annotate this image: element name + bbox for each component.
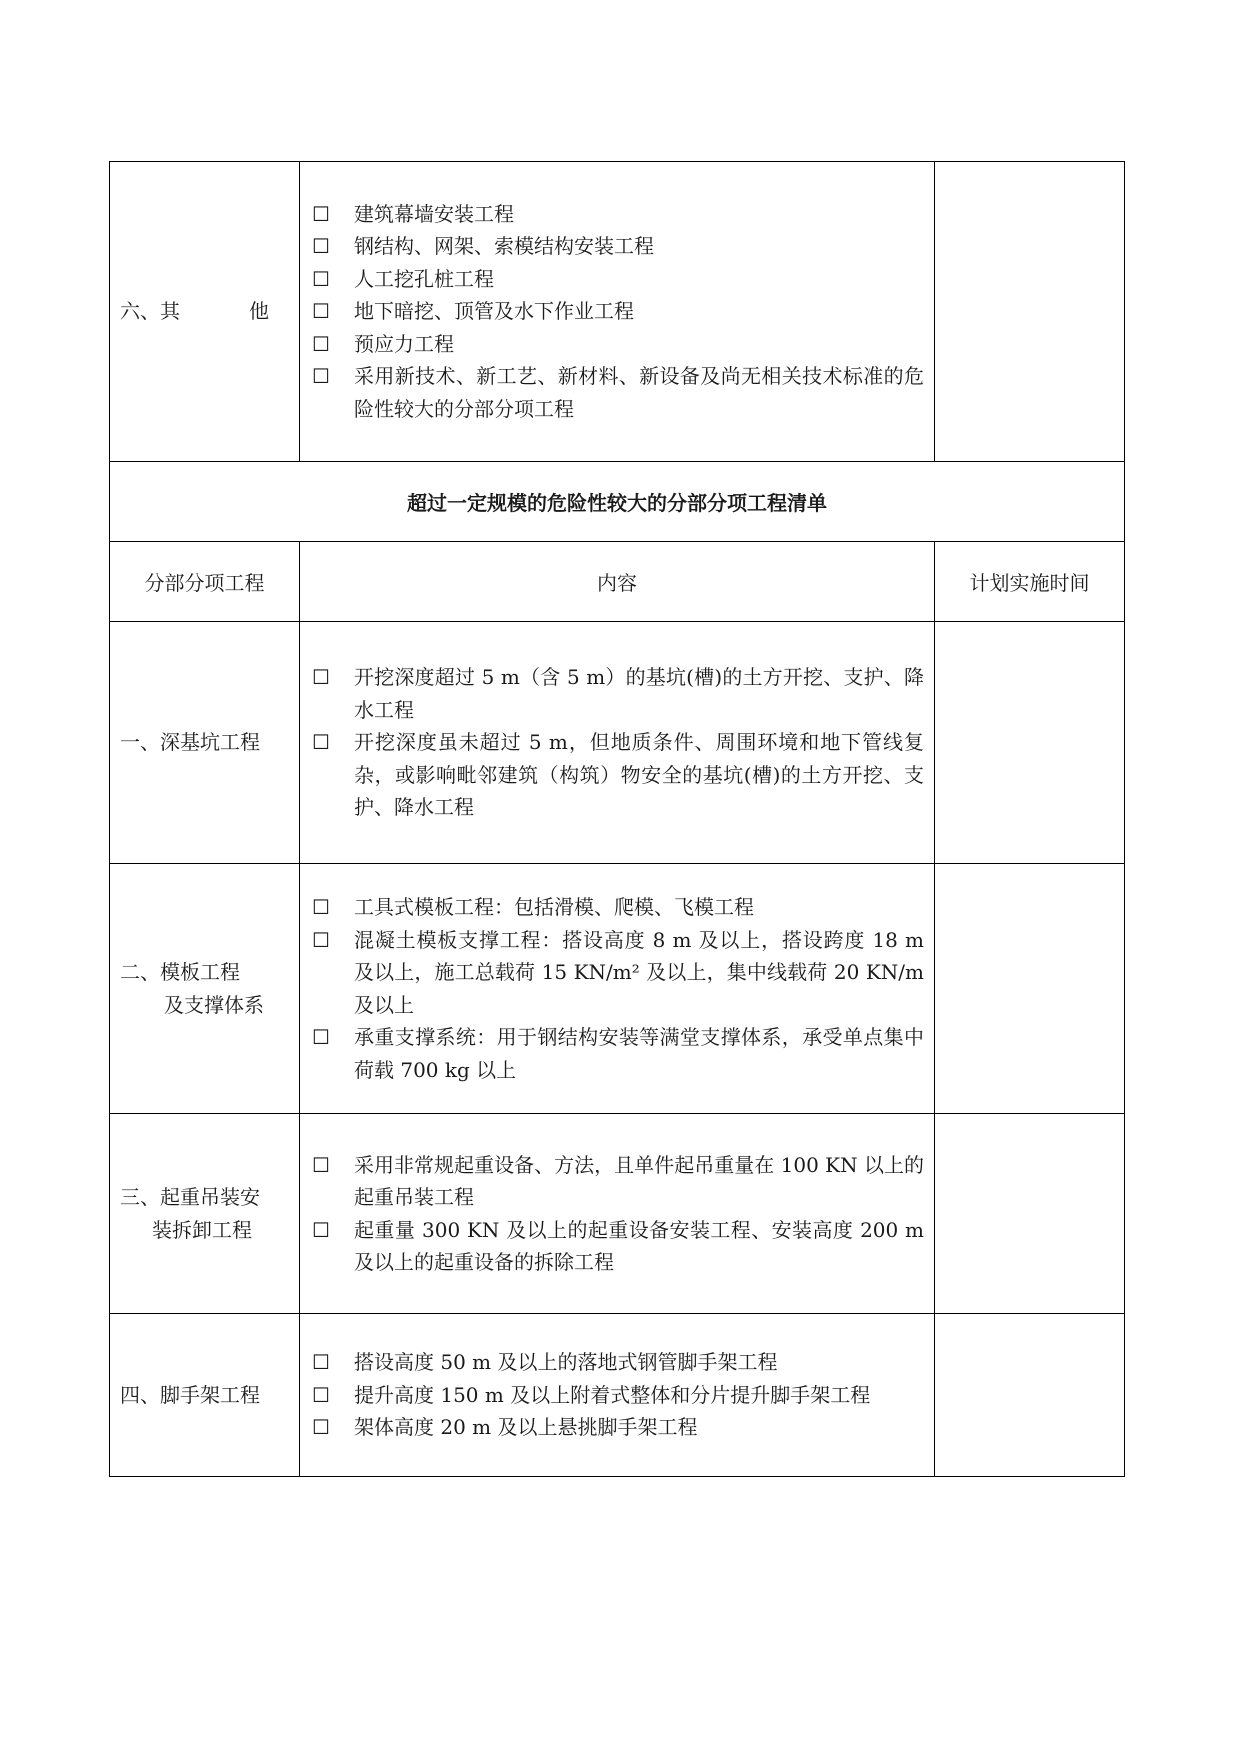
checkbox-icon[interactable]: ☐ (312, 1382, 330, 1407)
list-item: ☐ 人工挖孔桩工程 (312, 263, 924, 296)
checkbox-icon[interactable]: ☐ (312, 665, 330, 690)
checkbox-icon[interactable]: ☐ (312, 927, 330, 952)
checkbox-icon[interactable]: ☐ (312, 364, 330, 389)
category-label: 二、模板工程 (120, 959, 240, 984)
table-row (110, 1114, 1125, 1314)
section-title-row (110, 462, 1125, 542)
list-item: ☐ 建筑幕墙安装工程 (312, 198, 924, 231)
checkbox-icon[interactable]: ☐ (312, 895, 330, 919)
schedule-cell[interactable] (935, 1314, 1125, 1477)
list-item: ☐ 提升高度 150 m 及以上附着式整体和分片提升脚手架工程 (312, 1379, 924, 1412)
schedule-cell[interactable] (935, 1114, 1125, 1314)
list-item: ☐ 钢结构、网架、索模结构安装工程 (312, 230, 924, 263)
category-cell (110, 1314, 300, 1477)
schedule-cell[interactable] (935, 864, 1125, 1114)
category-label: 六、其 (120, 299, 180, 323)
checkbox-icon[interactable]: ☐ (312, 1152, 330, 1177)
list-item: ☐ 工具式模板工程：包括滑模、爬模、飞模工程 (312, 891, 924, 924)
list-item: ☐ 搭设高度 50 m 及以上的落地式钢管脚手架工程 (312, 1346, 924, 1379)
table-row (110, 622, 1125, 864)
section-title: 超过一定规模的危险性较大的分部分项工程清单 (110, 462, 1125, 542)
list-item: ☐ 预应力工程 (312, 328, 924, 361)
category-cell (110, 1114, 300, 1314)
content-cell (300, 864, 935, 1114)
checkbox-icon[interactable]: ☐ (312, 730, 330, 755)
column-header-category: 分部分项工程 (110, 542, 300, 622)
engineering-list-table (109, 161, 1125, 1477)
list-item: ☐ 开挖深度虽未超过 5 m，但地质条件、周围环境和地下管线复杂，或影响毗邻建筑（构筑）物安全的基坑(槽)的土方开挖、支护、降水工程 (312, 726, 924, 824)
category-label-line2: 及支撑体系 (164, 992, 264, 1017)
checkbox-icon[interactable]: ☐ (312, 331, 330, 356)
list-item: ☐ 采用非常规起重设备、方法，且单件起吊重量在 100 KN 以上的起重吊装工程 (312, 1149, 924, 1214)
checkbox-icon[interactable]: ☐ (312, 266, 330, 291)
list-item: ☐ 架体高度 20 m 及以上悬挑脚手架工程 (312, 1411, 924, 1444)
column-header-content: 内容 (300, 542, 935, 622)
list-item: ☐ 承重支撑系统：用于钢结构安装等满堂支撑体系，承受单点集中荷载 700 kg 以上 (312, 1021, 924, 1086)
column-header-schedule: 计划实施时间 (935, 542, 1125, 622)
table-row (110, 1314, 1125, 1477)
category-label-right: 他 (249, 299, 269, 323)
list-item: ☐ 混凝土模板支撑工程：搭设高度 8 m 及以上，搭设跨度 18 m 及以上，施工总载荷 15 KN/m² 及以上，集中线载荷 20 KN/m 及以上 (312, 924, 924, 1022)
category-label: 一、深基坑工程 (120, 730, 260, 754)
table-row-other (110, 162, 1125, 462)
checkbox-icon[interactable]: ☐ (312, 1350, 330, 1375)
schedule-cell[interactable] (935, 162, 1125, 462)
content-cell (300, 162, 935, 462)
category-cell (110, 864, 300, 1114)
category-label: 四、脚手架工程 (120, 1382, 260, 1407)
checkbox-icon[interactable]: ☐ (312, 1025, 330, 1049)
category-cell (110, 162, 300, 462)
list-item: ☐ 开挖深度超过 5 m（含 5 m）的基坑(槽)的土方开挖、支护、降水工程 (312, 661, 924, 726)
list-item: ☐ 地下暗挖、顶管及水下作业工程 (312, 295, 924, 328)
header-row (110, 542, 1125, 622)
list-item: ☐ 起重量 300 KN 及以上的起重设备安装工程、安装高度 200 m 及以上的起重设备的拆除工程 (312, 1214, 924, 1279)
category-cell (110, 622, 300, 864)
checkbox-icon[interactable]: ☐ (312, 299, 330, 324)
checkbox-icon[interactable]: ☐ (312, 1415, 330, 1440)
content-cell (300, 1314, 935, 1477)
checkbox-icon[interactable]: ☐ (312, 1217, 330, 1242)
content-cell (300, 622, 935, 864)
table-row (110, 864, 1125, 1114)
checkbox-icon[interactable]: ☐ (312, 234, 330, 259)
category-label: 三、起重吊装安 (120, 1184, 260, 1209)
checkbox-icon[interactable]: ☐ (312, 201, 330, 226)
category-label-line2: 装拆卸工程 (152, 1217, 252, 1242)
schedule-cell[interactable] (935, 622, 1125, 864)
content-cell (300, 1114, 935, 1314)
list-item: ☐ 采用新技术、新工艺、新材料、新设备及尚无相关技术标准的危险性较大的分部分项工程 (312, 360, 924, 425)
